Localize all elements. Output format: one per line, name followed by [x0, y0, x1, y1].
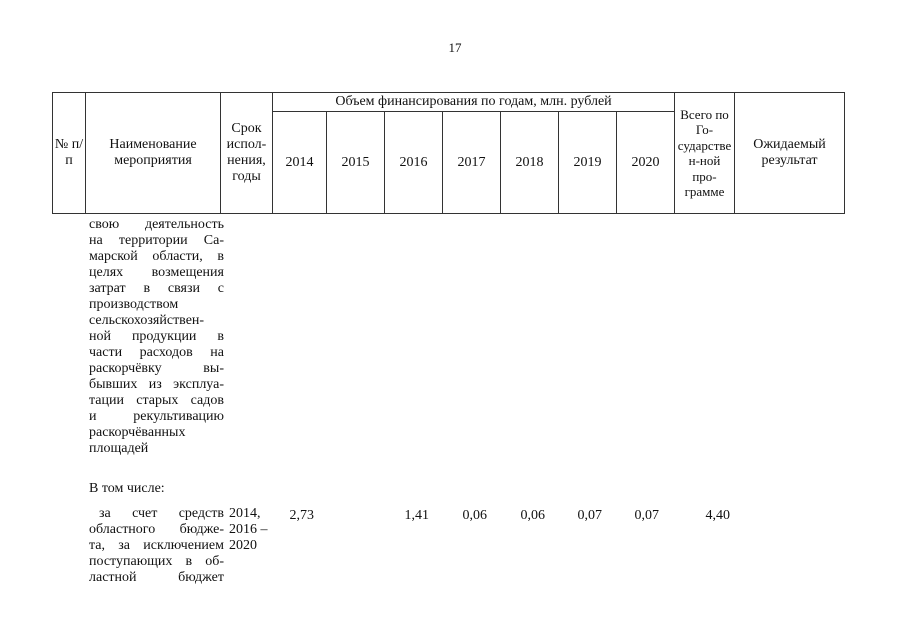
name-line: на территории Са- — [89, 233, 224, 248]
name-line: свою деятельность — [89, 217, 224, 232]
value-2014: 2,73 — [289, 508, 314, 523]
funding-name-line: поступающих в об- — [89, 554, 224, 569]
value-2016: 1,41 — [404, 508, 429, 523]
funding-name-line: ластной бюджет — [89, 570, 224, 585]
value-2020: 0,07 — [634, 508, 659, 523]
funding-term — [229, 506, 273, 554]
header-name: Наименование мероприятия — [86, 93, 221, 214]
value-2019: 0,07 — [577, 508, 602, 523]
value-total: 4,40 — [705, 508, 730, 523]
name-line: раскорчёванных — [89, 425, 186, 440]
table-header — [52, 92, 845, 214]
header-funding-group: Объем финансирования по годам, млн. рублей — [273, 93, 675, 112]
term-line: 2020 — [229, 538, 257, 553]
header-year-2019: 2019 — [559, 112, 617, 214]
header-year-2015: 2015 — [327, 112, 385, 214]
name-line: марской области, в — [89, 249, 224, 264]
header-total: Всего по Го-сударствен-ной про-грамме — [675, 93, 735, 214]
including-label: В том числе: — [89, 481, 165, 496]
funding-source-name — [89, 506, 224, 586]
name-line: сельскохозяйствен- — [89, 313, 205, 328]
funding-name-line: та, за исключением — [89, 538, 224, 553]
header-year-2016: 2016 — [385, 112, 443, 214]
name-line: бывших из эксплуа- — [89, 377, 224, 392]
funding-name-line: областного бюдже- — [89, 522, 224, 537]
value-2018: 0,06 — [520, 508, 545, 523]
name-line: производством — [89, 297, 179, 312]
funding-name-line: за счет средств — [99, 506, 224, 521]
value-2017: 0,06 — [462, 508, 487, 523]
header-year-2020: 2020 — [617, 112, 675, 214]
name-line: тации старых садов — [89, 393, 224, 408]
name-line: раскорчёвку вы- — [89, 361, 224, 376]
header-year-2017: 2017 — [443, 112, 501, 214]
header-term: Срок испол-нения, годы — [221, 93, 273, 214]
name-line: части расходов на — [89, 345, 224, 360]
term-line: 2016 – — [229, 522, 268, 537]
header-year-2014: 2014 — [273, 112, 327, 214]
event-name-continued — [89, 217, 224, 457]
name-line: ной продукции в — [89, 329, 224, 344]
name-line: целях возмещения — [89, 265, 224, 280]
header-number: № п/п — [53, 93, 86, 214]
name-line: площадей — [89, 441, 149, 456]
header-result: Ожидаемый результат — [735, 93, 845, 214]
name-line: и рекультивацию — [89, 409, 224, 424]
header-year-2018: 2018 — [501, 112, 559, 214]
term-line: 2014, — [229, 506, 261, 521]
name-line: затрат в связи с — [89, 281, 224, 296]
page-number: 17 — [448, 40, 462, 55]
